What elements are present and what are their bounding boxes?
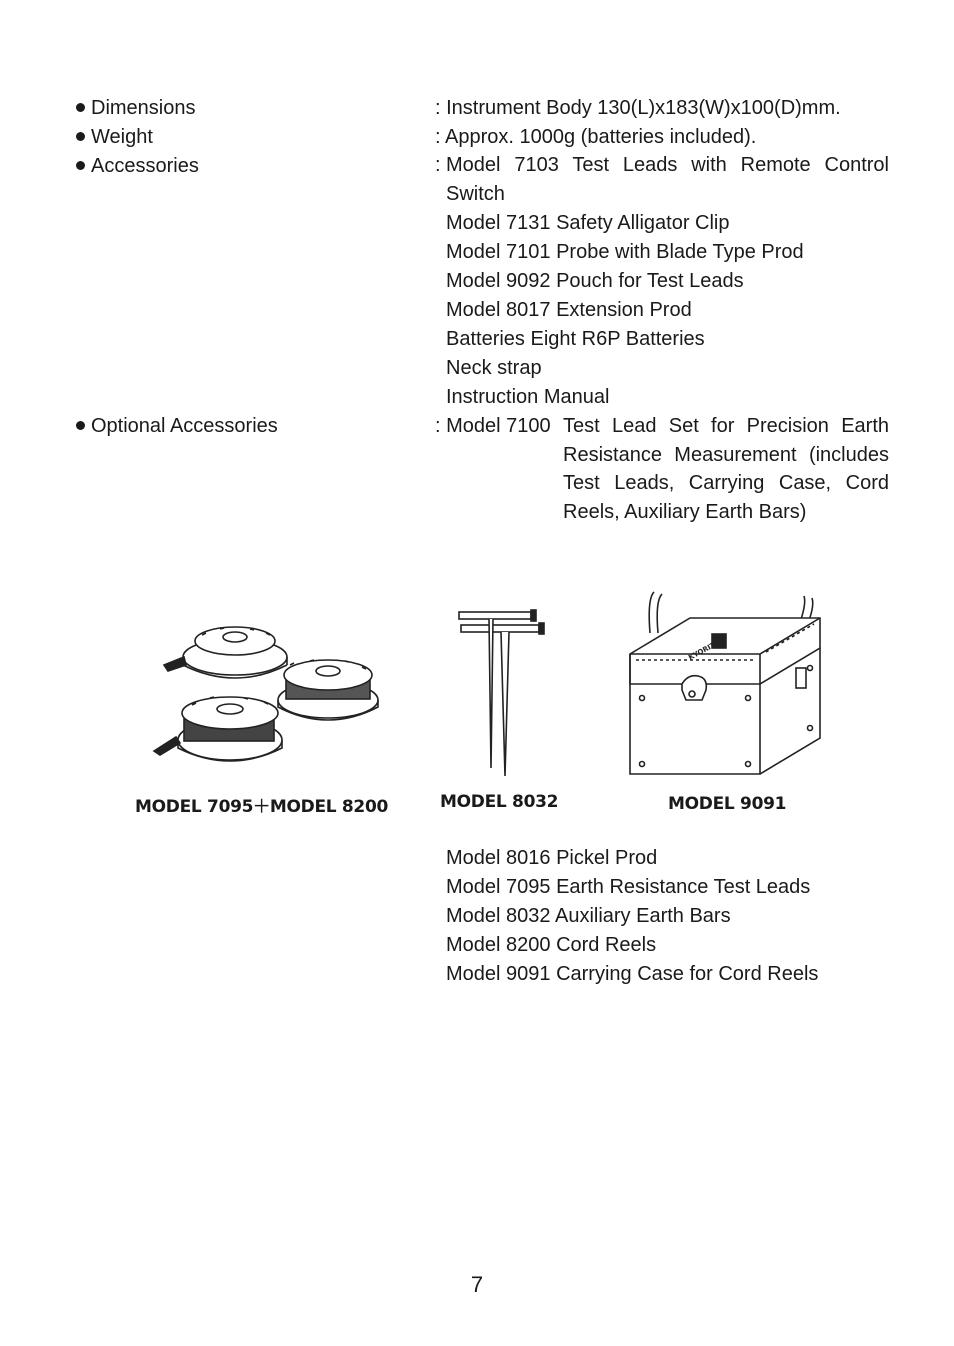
bullet-icon xyxy=(76,132,85,141)
accessory-first-line-cont: Switch xyxy=(446,183,505,205)
figure-caption-bars: MODEL 8032 xyxy=(440,792,559,812)
accessory-item: Instruction Manual xyxy=(446,386,610,408)
accessory-item: Model 7101 Probe with Blade Type Prod xyxy=(446,241,804,263)
optional-list-item: Model 9091 Carrying Case for Cord Reels xyxy=(446,963,819,985)
label-text: Weight xyxy=(91,126,153,148)
spec-label-dimensions xyxy=(76,96,195,120)
accessory-item: Model 8017 Extension Prod xyxy=(446,299,692,321)
accessories-colon: : xyxy=(435,154,441,176)
cord-reels-illustration xyxy=(140,605,385,780)
optional-list-item: Model 8032 Auxiliary Earth Bars xyxy=(446,905,731,927)
accessory-item: Model 9092 Pouch for Test Leads xyxy=(446,270,744,292)
spec-label-optional xyxy=(76,414,278,438)
accessory-item: Neck strap xyxy=(446,357,542,379)
figure-caption-case: MODEL 9091 xyxy=(668,794,787,814)
bullet-icon xyxy=(76,161,85,170)
optional-list-item: Model 8200 Cord Reels xyxy=(446,934,657,956)
page-number: 7 xyxy=(470,1272,484,1297)
figure-caption-reels: MODEL 7095＋MODEL 8200 xyxy=(135,797,389,817)
earth-bars-illustration xyxy=(455,608,555,780)
label-text: Optional Accessories xyxy=(91,415,278,437)
accessory-first-line: Model 7103 Test Leads with Remote Control xyxy=(446,154,889,176)
optional-list-item: Model 7095 Earth Resistance Test Leads xyxy=(446,876,811,898)
spec-label-accessories xyxy=(76,154,199,178)
accessory-item: Batteries Eight R6P Batteries xyxy=(446,328,705,350)
accessory-item: Model 7131 Safety Alligator Clip xyxy=(446,212,730,234)
optional-desc-line: Test Leads, Carrying Case, Cord xyxy=(563,472,889,494)
spec-value-dimensions: : Instrument Body 130(L)x183(W)x100(D)mm. xyxy=(435,97,841,119)
bullet-icon xyxy=(76,421,85,430)
spec-value-weight: : Approx. 1000g (batteries included). xyxy=(435,126,757,148)
optional-desc-line: Reels, Auxiliary Earth Bars) xyxy=(563,501,807,523)
carrying-case-illustration xyxy=(620,588,830,780)
optional-list-item: Model 8016 Pickel Prod xyxy=(446,847,658,869)
case-logo-text: KYORITSU xyxy=(687,636,726,662)
optional-desc-line: Resistance Measurement (includes xyxy=(563,444,889,466)
spec-label-weight xyxy=(76,125,153,149)
optional-prefix: : Model 7100 xyxy=(435,415,551,437)
bullet-icon xyxy=(76,103,85,112)
optional-desc-line: Test Lead Set for Precision Earth xyxy=(563,415,889,437)
label-text: Dimensions xyxy=(91,97,196,119)
label-text: Accessories xyxy=(91,155,199,177)
